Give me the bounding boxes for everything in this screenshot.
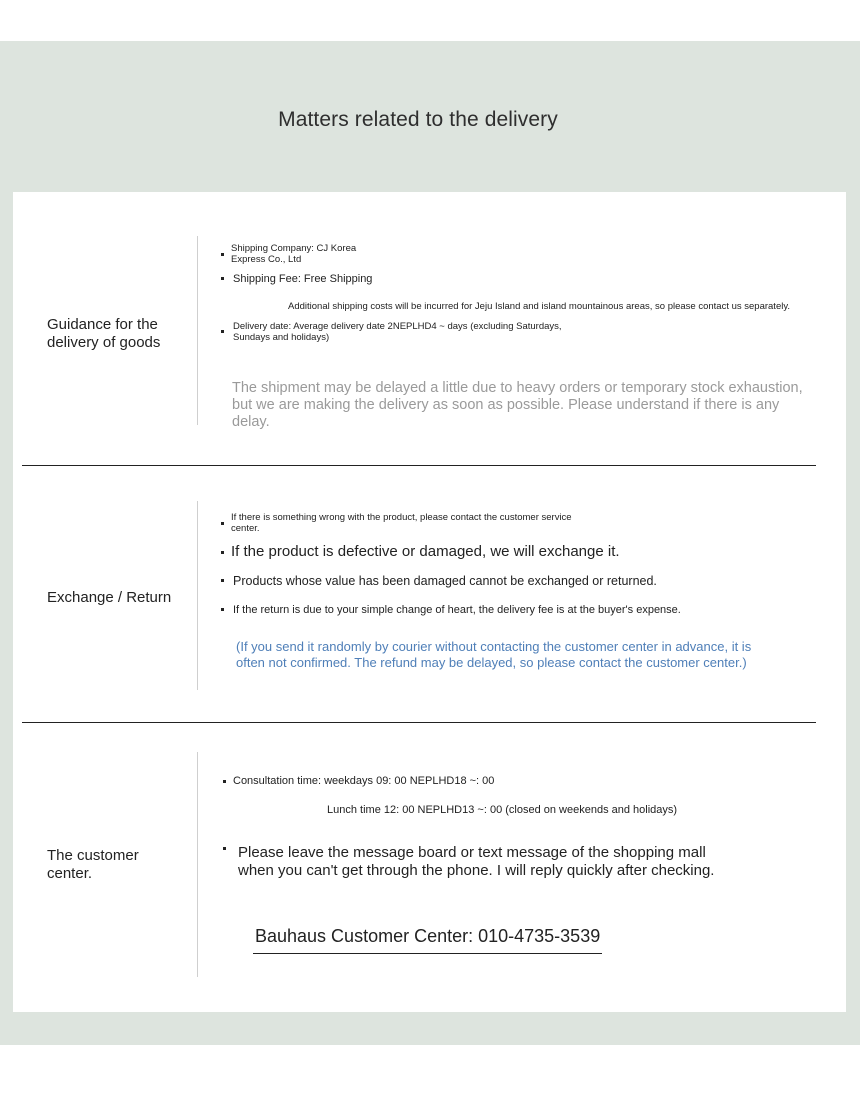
- bullet-icon: [221, 277, 224, 280]
- damaged-value-item: Products whose value has been damaged cannot be exchanged or returned.: [233, 574, 657, 588]
- info-card: [13, 192, 846, 1012]
- page-title: Matters related to the delivery: [278, 108, 558, 131]
- exchange-section-label: Exchange / Return: [47, 589, 172, 606]
- delivery-date: Delivery date: Average delivery date 2NEPLHD4 ~ days (excluding Saturdays, Sundays and holidays): [233, 321, 562, 343]
- lunch-time: Lunch time 12: 00 NEPLHD13 ~: 00 (closed on weekends and holidays): [327, 804, 678, 816]
- delivery-divider: [197, 236, 198, 425]
- contact-service-item: If there is something wrong with the product, please contact the customer service center.: [231, 512, 572, 534]
- phone-underline: [253, 953, 602, 954]
- bullet-icon: [223, 780, 226, 783]
- section-divider: [22, 722, 816, 723]
- customer-divider: [197, 752, 198, 977]
- shipping-fee: Shipping Fee: Free Shipping: [233, 273, 373, 285]
- bullet-icon: [221, 551, 224, 554]
- defective-exchange-item: If the product is defective or damaged, we will exchange it.: [231, 543, 620, 560]
- bullet-icon: [221, 579, 224, 582]
- delivery-section-label: Guidance for the delivery of goods: [47, 316, 161, 351]
- bullet-icon: [221, 330, 224, 333]
- bullet-icon: [221, 608, 224, 611]
- bullet-icon: [223, 847, 226, 850]
- consultation-time: Consultation time: weekdays 09: 00 NEPLHD18 ~: 00: [233, 775, 495, 787]
- bullet-icon: [221, 253, 224, 256]
- customer-center-phone: Bauhaus Customer Center: 010-4735-3539: [255, 926, 601, 946]
- change-of-heart-item: If the return is due to your simple change of heart, the delivery fee is at the buyer's expense.: [233, 604, 681, 616]
- shipping-company: Shipping Company: CJ Korea Express Co., Ltd: [231, 243, 357, 265]
- delay-note: The shipment may be delayed a little due to heavy orders or temporary stock exhaustion, but we are making the delivery as soon as possible. Please understand if there is any delay.: [232, 380, 803, 430]
- island-shipping-note: Additional shipping costs will be incurred for Jeju Island and island mountainous areas, so please contact us separately.: [288, 301, 791, 312]
- exchange-divider: [197, 501, 198, 690]
- courier-warning-note: (If you send it randomly by courier without contacting the customer center in advance, it is often not confirmed. The refund may be delayed, so please contact the customer center.): [236, 639, 752, 670]
- bullet-icon: [221, 522, 224, 525]
- section-divider: [22, 465, 816, 466]
- message-board-item: Please leave the message board or text message of the shopping mall when you can't get through the phone. I will reply quickly after checking.: [238, 844, 715, 879]
- customer-section-label: The customer center.: [47, 847, 139, 882]
